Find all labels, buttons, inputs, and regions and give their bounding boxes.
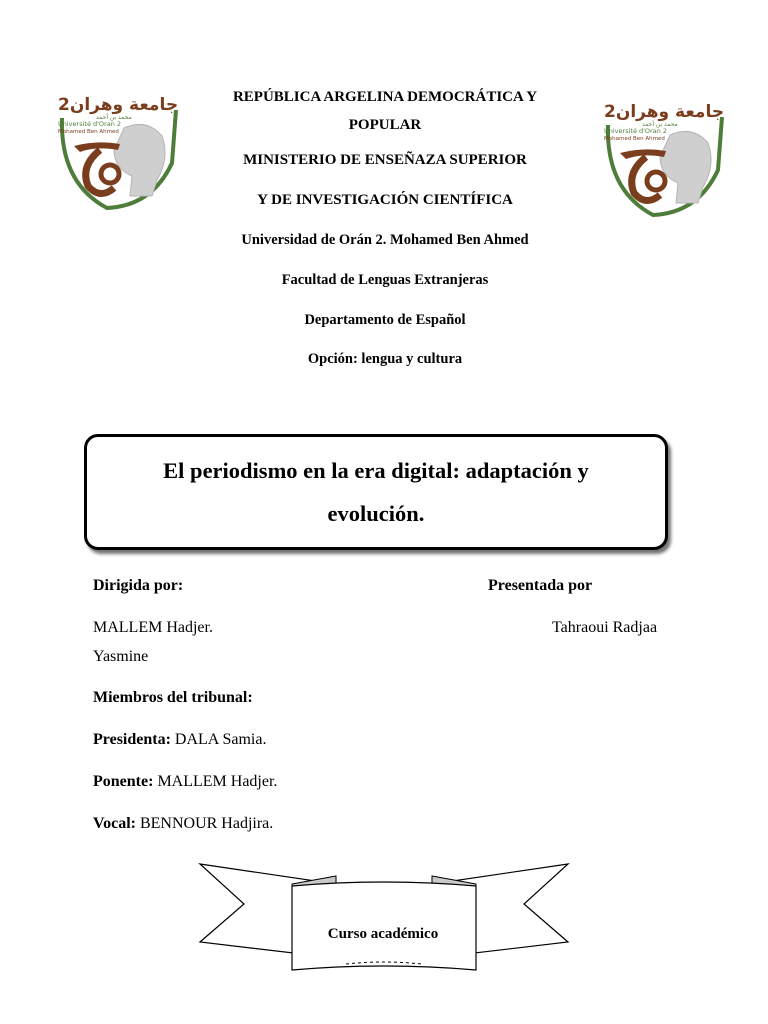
directed-label: Dirigida por: [93, 577, 184, 594]
course-ribbon-banner [196, 860, 572, 978]
member-name: DALA Samia. [170, 731, 267, 748]
header-republic-line2: POPULAR [348, 117, 422, 133]
header-republic-line1: REPÚBLICA ARGELINA DEMOCRÁTICA Y [232, 89, 538, 105]
university-logo-right [598, 95, 728, 225]
tribunal-member [93, 815, 273, 833]
co-director-name: Yasmine [93, 648, 149, 665]
logo-fr-subtext: Mohamed Ben Ahmed [604, 136, 665, 142]
member-role: Presidenta: [93, 731, 171, 748]
logo-fr-text: Université d'Oran 2 [604, 127, 668, 135]
header-department: Departamento de Español [304, 312, 466, 328]
university-logo-left [52, 88, 182, 218]
member-name: BENNOUR Hadjira. [135, 815, 274, 832]
presented-label: Presentada por [488, 577, 593, 594]
tribunal-member [93, 773, 277, 791]
thesis-title-box [84, 434, 668, 550]
header-university: Universidad de Orán 2. Mohamed Ben Ahmed [241, 232, 529, 248]
header-faculty: Facultad de Lenguas Extranjeras [281, 272, 489, 288]
logo-fr-subtext: Mohamed Ben Ahmed [58, 129, 119, 135]
thesis-title-line1: El periodismo en la era digital: adaptación y [163, 458, 589, 483]
thesis-title [96, 449, 656, 535]
tribunal-member [93, 731, 266, 749]
logo-fr-text: Université d'Oran 2 [58, 120, 122, 128]
logo-arabic-text: جامعة وهران2 [604, 102, 725, 122]
member-role: Vocal: [93, 815, 136, 832]
header-option: Opción: lengua y cultura [307, 351, 463, 367]
header-ministry: MINISTERIO DE ENSEÑAZA SUPERIOR [243, 152, 527, 168]
presenter-name: Tahraoui Radjaa [552, 619, 658, 636]
tribunal-label: Miembros del tribunal: [93, 689, 253, 706]
course-label: Curso académico [327, 926, 439, 942]
thesis-title-line2: evolución. [327, 501, 425, 526]
director-name: MALLEM Hadjer. [93, 619, 213, 636]
logo-arabic-subtext: محمد بن أحمد [642, 121, 678, 128]
member-name: MALLEM Hadjer. [153, 773, 278, 790]
logo-arabic-text: جامعة وهران2 [58, 95, 179, 115]
logo-arabic-subtext: محمد بن أحمد [96, 114, 132, 121]
member-role: Ponente: [93, 773, 154, 790]
header-research: Y DE INVESTIGACIÓN CIENTÍFICA [257, 192, 513, 208]
header-republic [180, 83, 590, 139]
